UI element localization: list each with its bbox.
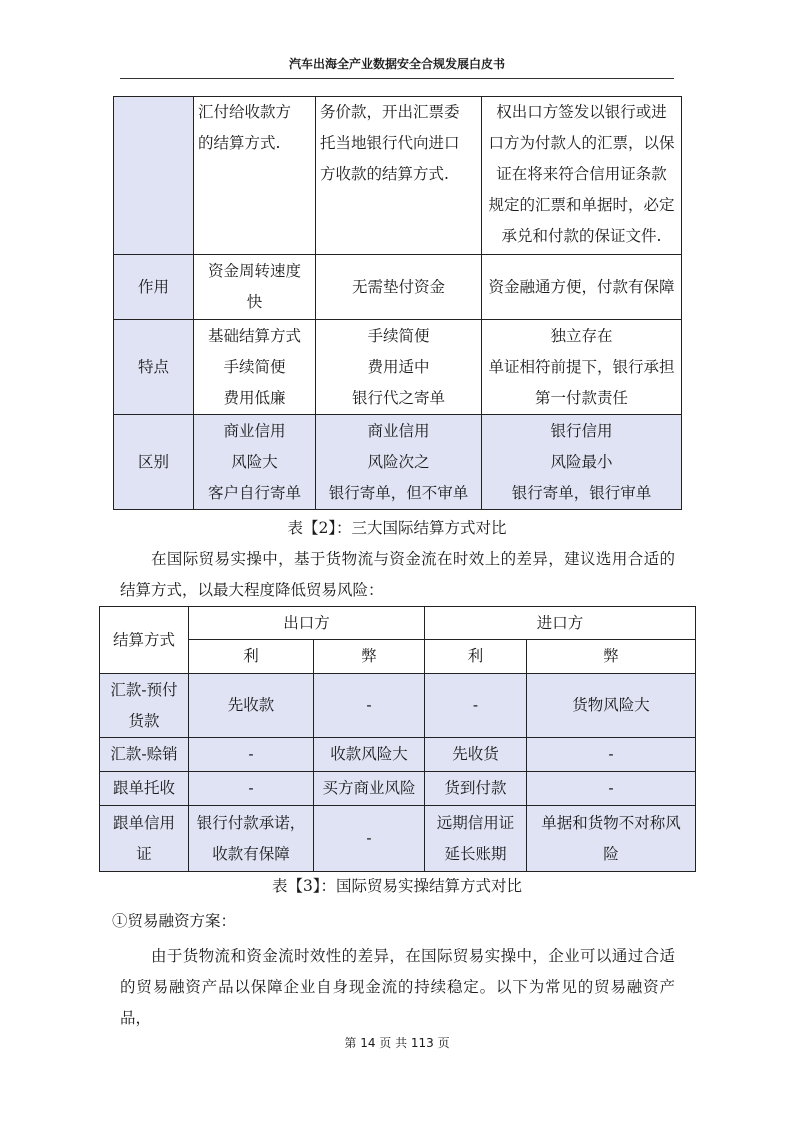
trade-settlement-comparison-table	[99, 606, 696, 872]
cell-line: 口方为付款人的汇票，以保	[488, 134, 675, 152]
running-header: 汽车出海全产业数据安全合规发展白皮书	[288, 57, 505, 71]
table1-cell	[482, 415, 682, 510]
method-cell	[100, 738, 189, 772]
table1-cell	[194, 415, 316, 510]
cell-line: 承兑和付款的保证文件.	[501, 227, 662, 245]
cell-line: 收款有保障	[212, 844, 290, 863]
table-caption-3: 表【3】：国际贸易实操结算方式对比	[271, 877, 523, 895]
cell-line: 费用低廉	[223, 388, 286, 407]
table2-cell	[314, 738, 425, 772]
cell-line: 银行寄单，但不审单	[328, 483, 469, 502]
table1-cell	[482, 320, 682, 415]
cell-line: 资金周转速度	[207, 262, 301, 280]
method-cell	[100, 674, 189, 738]
paragraph-trade-finance: 由于货物流和资金流时效性的差异，在国际贸易实操中，企业可以通过合适的贸易融资产品以保障企业自身现金流的持续稳定。以下为常见的贸易融资产品，	[120, 947, 675, 1027]
cell-line: 资金融通方便，付款有保障	[488, 277, 675, 296]
cell-line: 手续简便	[367, 326, 430, 345]
header-method: 结算方式	[100, 607, 189, 674]
table1-top-col2	[316, 97, 482, 255]
cell-line: 手续简便	[223, 357, 286, 376]
header-importer-con: 弊	[527, 640, 696, 674]
table2-cell	[189, 674, 314, 738]
cell-line: 证	[136, 844, 152, 863]
table1-top-col1	[194, 97, 316, 255]
cell-line: 费用适中	[367, 357, 430, 376]
cell-line: 货物风险大	[572, 696, 650, 714]
cell-line: 商业信用	[223, 421, 286, 440]
header-importer-pro: 利	[425, 640, 527, 674]
cell-line: 汇款-赊销	[110, 745, 178, 763]
table1-cell	[482, 255, 682, 320]
cell-line: -	[366, 829, 372, 847]
table2-cell	[314, 674, 425, 738]
cell-line: 的结算方式.	[198, 134, 281, 152]
method-cell	[100, 772, 189, 806]
cell-line: 无需垫付资金	[351, 277, 445, 296]
table2-cell	[527, 738, 696, 772]
cell-line: 务价款，开出汇票委	[320, 103, 460, 121]
settlement-methods-table	[113, 96, 682, 510]
cell-line: 先收货	[452, 745, 499, 763]
cell-line: -	[248, 779, 254, 797]
cell-line: 延长账期	[444, 844, 507, 863]
cell-line: -	[608, 779, 614, 797]
table2-cell	[527, 806, 696, 872]
cell-line: 远期信用证	[436, 813, 515, 832]
cell-line: 快	[246, 293, 263, 311]
paragraph-settlement-advice: 在国际贸易实操中，基于货物流与资金流在时效上的差异，建议选用合适的结算方式，以最大程度降低贸易风险：	[120, 550, 675, 599]
table2-cell	[425, 674, 527, 738]
cell-line: -	[608, 745, 614, 763]
cell-line: 商业信用	[367, 421, 430, 440]
table2-cell	[314, 772, 425, 806]
cell-line: 客户自行寄单	[207, 483, 301, 502]
header-exporter: 出口方	[189, 607, 425, 640]
cell-line: 跟单托收	[112, 779, 175, 797]
method-cell	[100, 806, 189, 872]
table-caption-2: 表【2】：三大国际结算方式对比	[287, 519, 507, 537]
table1-row-label: 作用	[114, 255, 194, 320]
table1-cell	[194, 255, 316, 320]
table1-top-col3	[482, 97, 682, 255]
cell-line: 权出口方签发以银行或进	[496, 103, 667, 121]
cell-line: 第一付款责任	[534, 388, 628, 407]
table2-cell	[527, 772, 696, 806]
section-heading-trade-finance: ①贸易融资方案：	[112, 912, 237, 930]
table1-cell	[316, 415, 482, 510]
table1-row-label: 特点	[114, 320, 194, 415]
cell-line: 风险最小	[550, 452, 613, 471]
table2-cell	[425, 772, 527, 806]
cell-line: 汇付给收款方	[198, 103, 292, 121]
cell-line: 买方商业风险	[322, 779, 416, 797]
table2-cell	[425, 738, 527, 772]
cell-line: 风险次之	[367, 452, 430, 471]
cell-line: 银行付款承诺，	[196, 813, 306, 832]
table2-cell	[527, 674, 696, 738]
cell-line: 货款	[128, 711, 160, 730]
cell-line: 单据和货物不对称风	[541, 813, 681, 832]
cell-line: 证在将来符合信用证条款	[496, 165, 667, 183]
cell-line: 规定的汇票和单据时，必定	[488, 196, 675, 214]
cell-line: 方收款的结算方式.	[320, 165, 449, 183]
header-rule	[120, 78, 674, 79]
cell-line: 汇款-预付	[110, 680, 178, 699]
table2-cell	[425, 806, 527, 872]
table1-label-cell-empty	[114, 97, 194, 255]
cell-line: 货到付款	[444, 779, 507, 797]
header-importer: 进口方	[425, 607, 696, 640]
table2-cell	[314, 806, 425, 872]
cell-line: 收款风险大	[330, 745, 408, 763]
cell-line: -	[366, 696, 372, 714]
cell-line: 银行信用	[550, 421, 613, 440]
table1-row-label: 区别	[114, 415, 194, 510]
cell-line: 跟单信用	[112, 813, 175, 832]
table1-cell	[316, 320, 482, 415]
cell-line: 银行寄单，银行审单	[511, 483, 652, 502]
cell-line: 独立存在	[550, 326, 613, 345]
cell-line: 银行代之寄单	[351, 388, 445, 407]
table1-cell	[316, 255, 482, 320]
cell-line: -	[248, 745, 254, 763]
table2-cell	[189, 806, 314, 872]
cell-line: 险	[603, 844, 619, 863]
cell-line: 单证相符前提下，银行承担	[488, 357, 675, 376]
table1-cell	[194, 320, 316, 415]
cell-line: -	[472, 696, 479, 714]
table2-cell	[189, 772, 314, 806]
header-exporter-con: 弊	[314, 640, 425, 674]
table2-cell	[189, 738, 314, 772]
cell-line: 风险大	[231, 452, 278, 471]
cell-line: 先收款	[227, 696, 275, 714]
cell-line: 托当地银行代向进口	[320, 134, 460, 152]
header-exporter-pro: 利	[189, 640, 314, 674]
page-number: 第 14 页 共 113 页	[344, 1036, 450, 1050]
cell-line: 基础结算方式	[207, 326, 301, 345]
